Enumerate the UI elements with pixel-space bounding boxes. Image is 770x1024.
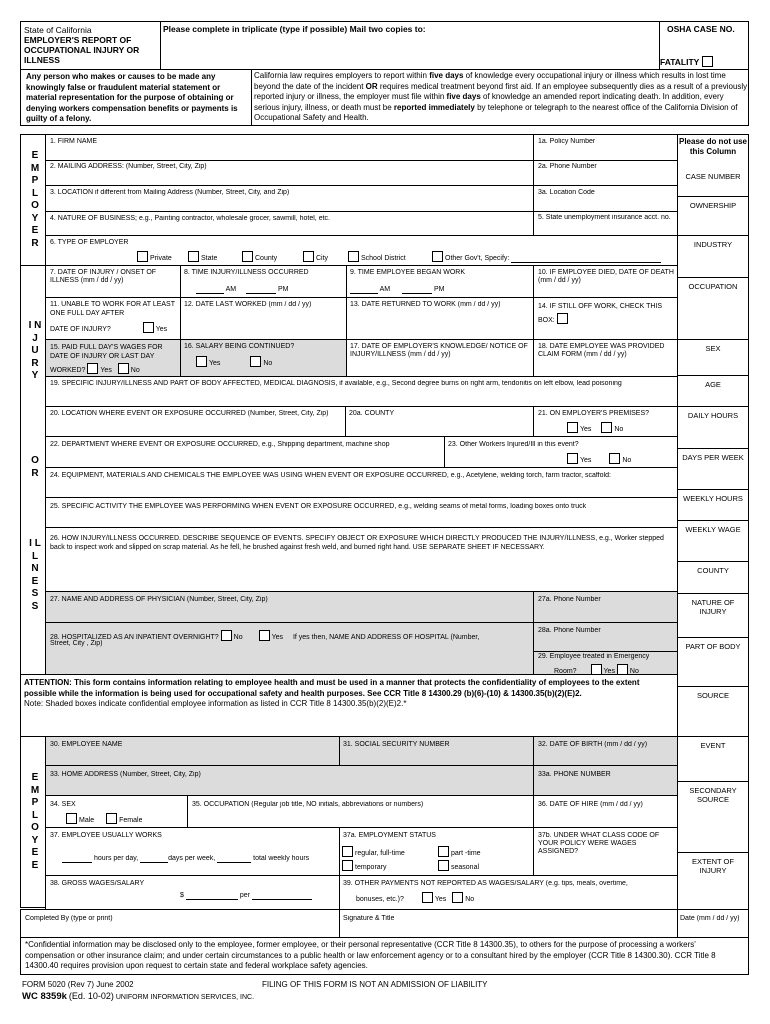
field-home-address[interactable] bbox=[45, 765, 534, 796]
checkbox[interactable] bbox=[432, 251, 443, 262]
employer-type-private[interactable] bbox=[137, 251, 172, 263]
checkbox[interactable] bbox=[342, 860, 353, 871]
label-claim-form-date: 18. DATE EMPLOYEE WAS PROVIDED CLAIM FORM (mm / dd / yy) bbox=[538, 343, 665, 359]
label-ssn: 31. SOCIAL SECURITY NUMBER bbox=[343, 741, 450, 748]
checkbox[interactable] bbox=[137, 251, 148, 262]
office-use-divider bbox=[677, 781, 749, 782]
office-use-divider bbox=[677, 375, 749, 376]
label-time-occurred: 8. TIME INJURY/ILLNESS OCCURRED bbox=[184, 269, 309, 276]
option-label: City bbox=[316, 255, 329, 262]
pm-label: PM bbox=[277, 286, 289, 293]
office-use-divider bbox=[677, 686, 749, 687]
section-label-employer: E M P L O Y E R bbox=[30, 150, 40, 249]
label-on-premises: 21. ON EMPLOYER'S PREMISES? bbox=[538, 410, 650, 417]
fatality-label: FATALITY bbox=[660, 57, 700, 67]
label-date-of-hire: 36. DATE OF HIRE (mm / dd / yy) bbox=[538, 801, 643, 808]
wc-number: WC 8359k bbox=[22, 991, 67, 1002]
checkbox[interactable] bbox=[242, 251, 253, 262]
office-use-item: SEX bbox=[705, 344, 721, 353]
section-label-illness: I L L N E S S bbox=[29, 538, 41, 612]
label-signature: Signature & Title bbox=[343, 915, 395, 922]
label-county: 20a. COUNTY bbox=[349, 410, 395, 417]
label-sex: 34. SEX bbox=[50, 801, 76, 808]
checkbox-yes[interactable] bbox=[143, 322, 154, 333]
form-title bbox=[24, 25, 162, 65]
office-use-item: EVENT bbox=[700, 741, 726, 750]
label-room: Room? bbox=[554, 668, 577, 675]
line[interactable] bbox=[196, 293, 224, 294]
employer-type-other-govt[interactable] bbox=[432, 251, 661, 263]
option-label: regular, full-time bbox=[355, 850, 405, 857]
fatality-checkbox[interactable] bbox=[702, 56, 713, 67]
office-use-item: COUNTY bbox=[697, 566, 729, 575]
yes-label: Yes bbox=[209, 360, 221, 367]
office-use-divider bbox=[677, 561, 749, 562]
label-date: Date (mm / dd / yy) bbox=[680, 915, 740, 922]
checkbox[interactable] bbox=[342, 846, 353, 857]
label-physician: 27. NAME AND ADDRESS OF PHYSICIAN (Number, Street, City, Zip) bbox=[50, 596, 268, 603]
bonuses-label: bonuses, etc.)? bbox=[356, 896, 404, 903]
label-event-location: 20. LOCATION WHERE EVENT OR EXPOSURE OCCURRED (Number, Street, City, Zip) bbox=[50, 410, 329, 417]
no-label: No bbox=[614, 426, 624, 433]
office-use-divider bbox=[677, 406, 749, 407]
option-label: Other Gov't, Specify: bbox=[445, 255, 510, 262]
yes-label: Yes bbox=[580, 426, 592, 433]
law-part: California law requires employers to report within bbox=[254, 71, 430, 80]
checkbox[interactable] bbox=[188, 251, 199, 262]
yes-label: Yes bbox=[271, 634, 283, 641]
office-use-item: WEEKLY HOURS bbox=[683, 494, 743, 503]
checkbox-yes[interactable] bbox=[567, 453, 578, 464]
label-usually-works: 37. EMPLOYEE USUALLY WORKS bbox=[50, 832, 162, 839]
office-use-item: PART OF BODY bbox=[685, 642, 741, 651]
checkbox[interactable] bbox=[348, 251, 359, 262]
office-use-item: AGE bbox=[705, 380, 721, 389]
label-hospitalized: 28. HOSPITALIZED AS AN INPATIENT OVERNIGHT? bbox=[50, 634, 219, 641]
yes-label: Yes bbox=[434, 896, 447, 903]
label-location: 3. LOCATION if different from Mailing Address (Number, Street, City, and Zip) bbox=[50, 189, 290, 196]
label-home-phone: 33a. PHONE NUMBER bbox=[538, 771, 611, 778]
attention-bold: ATTENTION: This form contains information relating to employee health and must be used in a manner that protects the confidentiality of employees to the extent possible while the information is being used for occupational safety and health purposes. See CCR Title 8 14300.29 (b)(6)-(10) & 14300.35(b)(2)(E)2. bbox=[24, 678, 640, 698]
checkbox-no[interactable] bbox=[452, 892, 463, 903]
label-other-payments: 39. OTHER PAYMENTS NOT REPORTED AS WAGES/SALARY (e.g. tips, meals, overtime, bbox=[343, 880, 628, 887]
office-use-divider bbox=[677, 196, 749, 197]
office-use-item: DAYS PER WEEK bbox=[682, 453, 744, 462]
option-label: State bbox=[201, 255, 218, 262]
law-bold: reported immediately bbox=[393, 102, 475, 112]
line[interactable] bbox=[246, 293, 276, 294]
label-firm-name: 1. FIRM NAME bbox=[50, 138, 98, 145]
office-use-item: EXTENT OF INJURY bbox=[692, 857, 734, 875]
female-label: Female bbox=[119, 817, 143, 824]
wc-edition: (Ed. 10-02) bbox=[68, 991, 114, 1001]
label-date-last-worked: 12. DATE LAST WORKED (mm / dd / yy) bbox=[184, 301, 312, 308]
label-emergency-room: 29. Employee treated in Emergency bbox=[538, 653, 650, 660]
label-full-days-wages: 15. PAID FULL DAY'S WAGES FOR DATE OF INJURY OR LAST DAY bbox=[50, 344, 163, 360]
label-specific-activity: 25. SPECIFIC ACTIVITY THE EMPLOYEE WAS PERFORMING WHEN EVENT OR EXPOSURE OCCURRED, e.g., welding seams of metal forms, loading boxes onto truck bbox=[50, 503, 587, 510]
checkbox-no[interactable] bbox=[250, 356, 261, 367]
office-use-item: DAILY HOURS bbox=[687, 411, 739, 420]
section-label-injury: I N J U R Y bbox=[28, 320, 42, 381]
field-date[interactable] bbox=[677, 909, 749, 938]
label-date-of-birth: 32. DATE OF BIRTH (mm / dd / yy) bbox=[538, 741, 648, 748]
label-still-off-work bbox=[538, 301, 676, 327]
office-use-item: CASE NUMBER bbox=[685, 172, 741, 181]
attention-text bbox=[24, 678, 674, 710]
employer-type-county[interactable] bbox=[242, 251, 277, 263]
field-signature[interactable] bbox=[339, 909, 678, 938]
checkbox-yes[interactable] bbox=[259, 630, 270, 641]
label-class-code: 37b. UNDER WHAT CLASS CODE OF YOUR POLICY WERE WAGES ASSIGNED? bbox=[538, 832, 660, 856]
option-label: seasonal bbox=[451, 864, 480, 871]
section-label-or: O R bbox=[31, 455, 39, 479]
label-occupation: 35. OCCUPATION (Regular job title, NO initials, abbreviations or numbers) bbox=[192, 801, 424, 808]
field-specific-activity[interactable] bbox=[45, 497, 678, 528]
no-label: No bbox=[622, 457, 632, 464]
no-label: No bbox=[263, 360, 273, 367]
label-date-of-injury: 7. DATE OF INJURY / ONSET OF ILLNESS (mm / dd / yy) bbox=[50, 269, 157, 285]
checkbox-no[interactable] bbox=[601, 422, 612, 433]
law-bold: five days bbox=[429, 71, 464, 80]
checkbox-yes[interactable] bbox=[87, 363, 98, 374]
field-date-of-hire[interactable] bbox=[533, 795, 678, 828]
office-use-divider bbox=[677, 736, 749, 737]
label-home-address: 33. HOME ADDRESS (Number, Street, City, Zip) bbox=[50, 771, 201, 778]
am-label: AM bbox=[225, 286, 237, 293]
status-temporary[interactable] bbox=[342, 860, 387, 872]
label-phone: 2a. Phone Number bbox=[538, 163, 597, 170]
office-use-divider bbox=[677, 235, 749, 236]
state-name: State of California bbox=[24, 25, 92, 35]
line[interactable] bbox=[186, 899, 238, 900]
office-use-item: WEEKLY WAGE bbox=[685, 525, 741, 534]
no-label: No bbox=[130, 367, 140, 374]
label-physician-phone: 27a. Phone Number bbox=[538, 596, 601, 603]
office-use-divider bbox=[677, 489, 749, 490]
employer-type-school-district[interactable] bbox=[348, 251, 406, 263]
office-use-divider bbox=[677, 339, 749, 340]
checkbox[interactable] bbox=[303, 251, 314, 262]
label-employment-status: 37a. EMPLOYMENT STATUS bbox=[343, 832, 436, 839]
checkbox-no[interactable] bbox=[609, 453, 620, 464]
attention-note: Note: Shaded boxes indicate confidential employee information as listed in CCR Title 8 14300.35(b)(2)(E)2.* bbox=[24, 699, 407, 708]
office-use-divider bbox=[677, 520, 749, 521]
yes-label: Yes bbox=[100, 367, 112, 374]
checkbox[interactable] bbox=[438, 860, 449, 871]
label-hospital-address: Street, City , Zip) bbox=[50, 640, 103, 647]
line[interactable] bbox=[402, 293, 432, 294]
office-use-item: SOURCE bbox=[696, 691, 730, 700]
field-occupation[interactable] bbox=[187, 795, 534, 828]
label-hospital-name: If yes then, NAME AND ADDRESS OF HOSPITAL (Number, bbox=[292, 634, 480, 641]
office-use-item: NATURE OF INJURY bbox=[691, 598, 735, 616]
per-label: per bbox=[239, 892, 250, 899]
line[interactable] bbox=[217, 862, 251, 863]
label-completed-by: Completed By (type or print) bbox=[25, 915, 113, 922]
label-location-number: 3a. Location Code bbox=[538, 189, 595, 196]
fatality-field[interactable] bbox=[660, 56, 715, 68]
office-use-header: Please do not use this Column bbox=[678, 137, 748, 156]
label-time-began-work: 9. TIME EMPLOYEE BEGAN WORK bbox=[350, 269, 466, 276]
office-use-item: OCCUPATION bbox=[688, 282, 738, 291]
label-how-occurred: 26. HOW INJURY/ILLNESS OCCURRED. DESCRIBE SEQUENCE OF EVENTS. SPECIFY OBJECT OR EXPOSURE WHICH DIRECTLY PRODUCED THE INJURY/ILLNESS, e.g., Worker stepped back to inspect work and slipped on scrap material. As he fell, he brushed against fresh weld, and burned right hand. USE SEPARATE SHEET IF NECESSARY. bbox=[50, 535, 664, 551]
option-label: Private bbox=[150, 255, 172, 262]
checkbox-still-off[interactable] bbox=[557, 313, 568, 324]
label-date-knowledge: 17. DATE OF EMPLOYER'S KNOWLEDGE/ NOTICE OF INJURY/ILLNESS (mm / dd / yy) bbox=[350, 343, 528, 359]
law-bold: OR bbox=[365, 81, 378, 91]
field-firm-name[interactable] bbox=[45, 134, 534, 161]
office-use-divider bbox=[677, 277, 749, 278]
label-type-of-employer: 6. TYPE OF EMPLOYER bbox=[50, 239, 129, 246]
label-gross-wages: 38. GROSS WAGES/SALARY bbox=[50, 880, 145, 887]
label-department: 22. DEPARTMENT WHERE EVENT OR EXPOSURE OCCURRED, e.g., Shipping department, machine shop bbox=[50, 441, 390, 448]
label-salary-continued: 16. SALARY BEING CONTINUED? bbox=[184, 343, 295, 350]
form-number: FORM 5020 (Rev 7) June 2002 bbox=[22, 980, 134, 989]
line[interactable] bbox=[140, 862, 168, 863]
law-bold: five days bbox=[446, 92, 481, 101]
other-govt-line[interactable] bbox=[511, 262, 661, 263]
status-part-time[interactable] bbox=[438, 846, 481, 858]
option-label: part -time bbox=[451, 850, 481, 857]
employer-type-state[interactable] bbox=[188, 251, 217, 263]
label-date-of-death: 10. IF EMPLOYEE DIED, DATE OF DEATH (mm / dd / yy) bbox=[538, 269, 674, 285]
law-part: of knowledge every occupational injury or illness which results in lost time beyond the date of the incident bbox=[254, 71, 726, 91]
label-specific-injury: 19. SPECIFIC INJURY/ILLNESS AND PART OF BODY AFFECTED, MEDICAL DIAGNOSIS, if available, e.g., Second degree burns on right arm, tendonitis on left elbow, lead poisoning bbox=[50, 380, 622, 387]
dollar-sign: $ bbox=[180, 892, 184, 899]
label-worked-q: WORKED? bbox=[50, 367, 86, 374]
report-title: EMPLOYER'S REPORT OF OCCUPATIONAL INJURY OR ILLNESS bbox=[24, 35, 140, 65]
checkbox-yes[interactable] bbox=[196, 356, 207, 367]
law-text bbox=[254, 71, 748, 124]
male-label: Male bbox=[79, 817, 95, 824]
line[interactable] bbox=[350, 293, 378, 294]
label-date-returned: 13. DATE RETURNED TO WORK (mm / dd / yy) bbox=[350, 301, 501, 308]
law-part: of knowledge an amended report indicating death. In addition, every serious injury, illness, or death must be bbox=[254, 92, 724, 112]
field-completed-by[interactable] bbox=[20, 909, 340, 938]
option-label: School District bbox=[361, 255, 406, 262]
checkbox-no[interactable] bbox=[221, 630, 232, 641]
law-part: by telephone or telegraph to the nearest office of the California Division of Occupational Safety and Health. bbox=[254, 102, 738, 122]
yes-label: Yes bbox=[603, 668, 615, 675]
label-hospital-phone: 28a. Phone Number bbox=[538, 627, 601, 634]
checkbox-male[interactable] bbox=[66, 813, 77, 824]
total-label: total weekly hours bbox=[253, 855, 310, 862]
status-seasonal[interactable] bbox=[438, 860, 479, 872]
label-mailing-address: 2. MAILING ADDRESS: (Number, Street, City, Zip) bbox=[50, 163, 207, 170]
label-unable-to-work: 11. UNABLE TO WORK FOR AT LEAST ONE FULL DAY AFTER bbox=[50, 301, 175, 317]
field-home-phone[interactable] bbox=[533, 765, 678, 796]
still-off-label: 14. IF STILL OFF WORK, CHECK THIS BOX: bbox=[538, 303, 663, 324]
label-other-workers: 23. Other Workers Injured/Ill in this event? bbox=[448, 441, 579, 448]
option-label: temporary bbox=[355, 864, 387, 871]
employer-type-city[interactable] bbox=[303, 251, 328, 263]
office-use-divider bbox=[677, 593, 749, 594]
checkbox-no[interactable] bbox=[118, 363, 129, 374]
am-label: AM bbox=[379, 286, 391, 293]
instruction-text: Please complete in triplicate (type if possible) Mail two copies to: bbox=[163, 25, 426, 34]
law-part: requires medical treatment beyond first aid. If an employee subsequently dies as a result of a previously reported injury or illness, the employer must file within bbox=[254, 81, 748, 101]
office-use-item: SECONDARY SOURCE bbox=[689, 786, 737, 804]
office-use-item: INDUSTRY bbox=[693, 240, 733, 249]
label-unemployment-number: 5. State unemployment insurance acct. no. bbox=[538, 214, 671, 221]
label-policy-number: 1a. Policy Number bbox=[538, 138, 596, 145]
liability-text: FILING OF THIS FORM IS NOT AN ADMISSION OF LIABILITY bbox=[262, 980, 488, 989]
office-use-divider bbox=[677, 448, 749, 449]
days-label: days per week, bbox=[168, 855, 216, 862]
confidential-text: *Confidential information may be disclosed only to the employee, former employee, or their personal representative (CCR Title 8 14300.35), to others for the purpose of processing a workers' compensation or other insurance claim; and under certain circumstances to a public health or law enforcement agency or to a consultant hired by the employer (CCR Title 8 14300.30). CCR Title 8 14300.40 requires provision upon request to certain state and federal workplace safety agencies. bbox=[25, 940, 716, 970]
office-use-divider bbox=[677, 637, 749, 638]
label-date-of-injury-q: DATE OF INJURY? bbox=[50, 326, 111, 333]
yes-label: Yes bbox=[155, 326, 168, 333]
publisher: UNIFORM INFORMATION SERVICES, INC. bbox=[115, 994, 255, 1001]
option-label: County bbox=[255, 255, 278, 262]
checkbox-yes[interactable] bbox=[422, 892, 433, 903]
no-label: No bbox=[233, 634, 243, 641]
line[interactable] bbox=[62, 862, 92, 863]
line[interactable] bbox=[252, 899, 312, 900]
office-use-item: OWNERSHIP bbox=[689, 201, 737, 210]
no-label: No bbox=[629, 668, 639, 675]
label-equipment: 24. EQUIPMENT, MATERIALS AND CHEMICALS THE EMPLOYEE WAS USING WHEN EVENT OR EXPOSURE OCCURRED, e.g., Acetylene, welding torch, farm tractor, scaffold: bbox=[50, 472, 611, 479]
checkbox[interactable] bbox=[438, 846, 449, 857]
office-use-divider bbox=[677, 852, 749, 853]
checkbox-female[interactable] bbox=[106, 813, 117, 824]
warning-text: Any person who makes or causes to be made any knowingly false or fraudulent material statement or material representation for the purpose of obtaining or denying workers compensation benefits or payments is guilty of a felony. bbox=[26, 72, 238, 123]
status-regular[interactable] bbox=[342, 846, 405, 858]
pm-label: PM bbox=[433, 286, 445, 293]
hours-label: hours per day, bbox=[93, 855, 139, 862]
section-label-employee: E M P L O Y E E bbox=[30, 772, 40, 871]
yes-label: Yes bbox=[580, 457, 592, 464]
checkbox-yes[interactable] bbox=[567, 422, 578, 433]
no-label: No bbox=[465, 896, 475, 903]
osha-case-label: OSHA CASE NO. bbox=[667, 25, 735, 34]
label-employee-name: 30. EMPLOYEE NAME bbox=[50, 741, 123, 748]
label-nature-of-business: 4. NATURE OF BUSINESS; e.g., Painting contractor, wholesale grocer, sawmill, hotel, etc. bbox=[50, 215, 330, 222]
